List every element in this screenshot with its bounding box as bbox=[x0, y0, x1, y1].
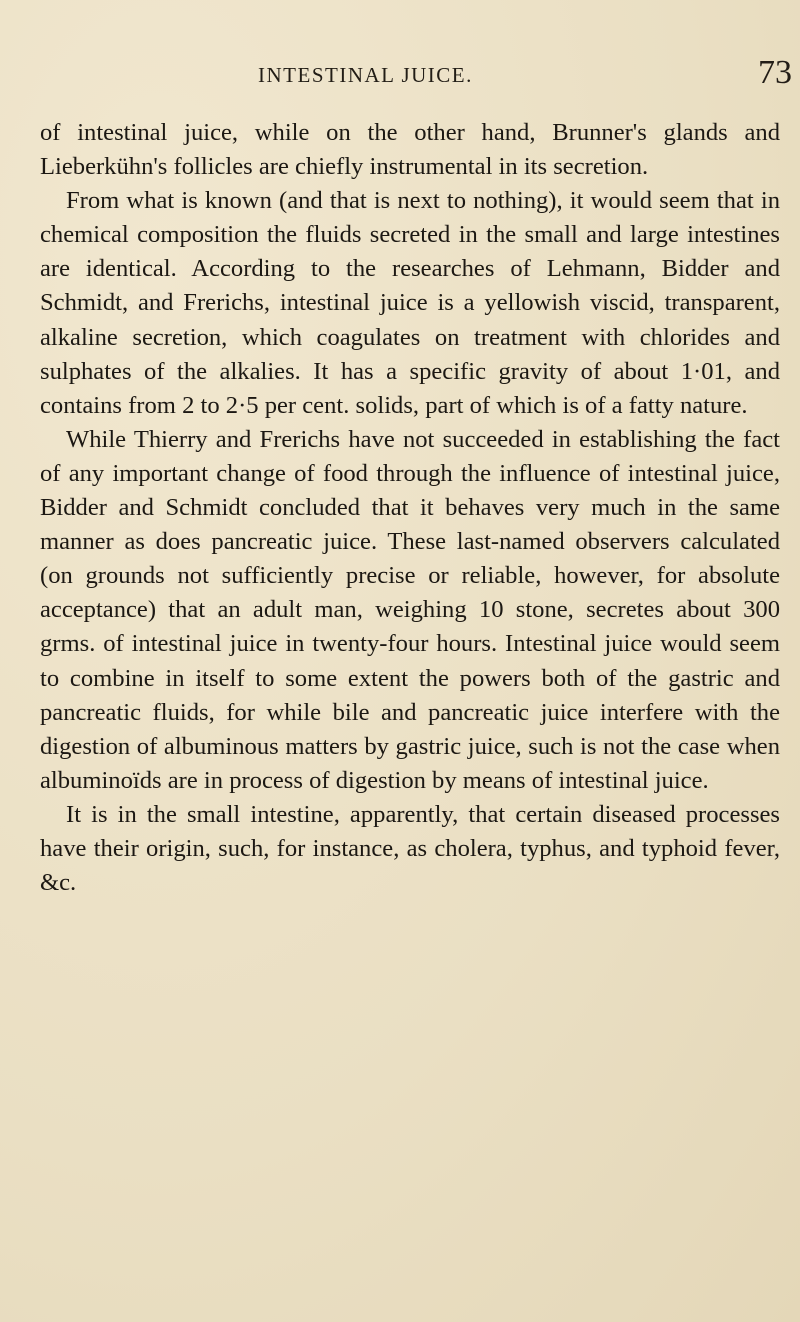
paragraph: From what is known (and that is next to nothing), it would seem that in chemical composition the fluids secreted in the small and large intestines are identical. According to the researches of Lehmann, Bidder and Schmidt, and Frerichs, intestinal juice is a yellowish viscid, transparent, alkaline secretion, which coagulates on treatment with chlorides and sulphates of the alkalies. It has a specific gravity of about 1·01, and contains from 2 to 2·5 per cent. solids, part of which is of a fatty nature. bbox=[40, 187, 780, 419]
running-head bbox=[40, 54, 792, 98]
page-number: 73 bbox=[758, 54, 792, 91]
paragraph: It is in the small intestine, apparently, that certain diseased processes have their origin, such, for instance, as cholera, typhus, and typhoid fever, &c. bbox=[40, 800, 780, 897]
body-text bbox=[40, 116, 780, 900]
paragraph-continued: of intestinal juice, while on the other hand, Brunner's glands and Lieberkühn's follicles are chiefly instrumental in its secretion. bbox=[40, 119, 780, 181]
running-title: INTESTINAL JUICE. bbox=[258, 63, 473, 87]
paragraph: While Thierry and Frerichs have not succeeded in establishing the fact of any important change of food through the influence of intestinal juice, Bidder and Schmidt concluded that it behaves very much in the same manner as does pancreatic juice. These last-named observers calculated (on grounds not sufficiently precise or reliable, however, for absolute acceptance) that an adult man, weighing 10 stone, secretes about 300 grms. of intestinal juice in twenty-four hours. Intestinal juice would seem to combine in itself to some extent the powers both of the gastric and pancreatic fluids, for while bile and pancreatic juice interfere with the digestion of albuminous matters by gastric juice, such is not the case when albuminoïds are in process of digestion by means of intestinal juice. bbox=[40, 425, 780, 794]
